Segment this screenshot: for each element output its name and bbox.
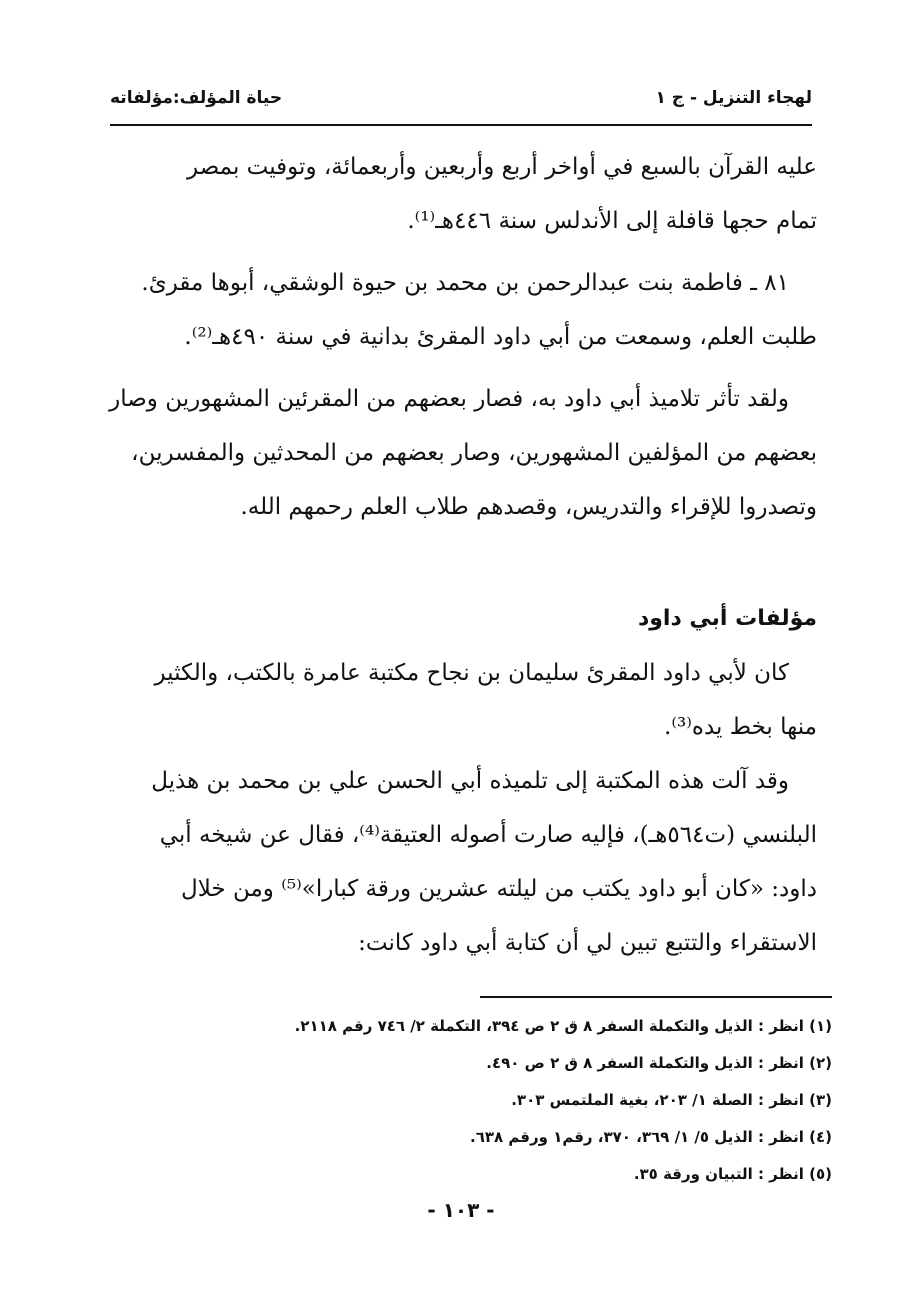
- header-book-title: لهجاء التنزيل - ج ١: [655, 88, 812, 108]
- text-line: بعضهم من المؤلفين المشهورين، وصار بعضهم من المحدثين والمفسرين،: [131, 440, 817, 466]
- text-line: الاستقراء والتتبع تبين لي أن كتابة أبي داود كانت:: [358, 930, 817, 956]
- paragraph-3: [98, 372, 817, 534]
- text-line: البلنسي (ت٥٦٤هـ)، فإليه صارت أصوله العتيقة⁽⁴⁾، فقال عن شيخه أبي: [159, 822, 817, 848]
- text-line: ٨١ ـ فاطمة بنت عبدالرحمن بن محمد بن حيوة الوشقي، أبوها مقرئ.: [141, 270, 789, 296]
- body-text: [98, 140, 817, 970]
- text-line: طلبت العلم، وسمعت من أبي داود المقرئ بدانية في سنة ٤٩٠هـ⁽²⁾.: [184, 324, 817, 350]
- paragraph-1: [98, 140, 817, 248]
- header-chapter-title: حياة المؤلف:مؤلفاته: [110, 88, 283, 108]
- text-line: داود: «كان أبو داود يكتب من ليلته عشرين ورقة كبارا»⁽⁵⁾ ومن خلال: [181, 876, 817, 902]
- running-header: [110, 80, 812, 116]
- text-line: عليه القرآن بالسبع في أواخر أربع وأربعين وأربعمائة، وتوفيت بمصر: [187, 154, 817, 180]
- text-line: كان لأبي داود المقرئ سليمان بن نجاح مكتبة عامرة بالكتب، والكثير: [154, 660, 789, 686]
- header-rule: [110, 124, 812, 126]
- paragraph-5: [98, 754, 817, 970]
- footnote-3: (٣) انظر : الصلة ١/ ٢٠٣، بغية الملتمس ٣٠٣.: [511, 1091, 832, 1109]
- footnote-2: (٢) انظر : الذيل والتكملة السفر ٨ ق ٢ ص ٤٩٠.: [486, 1054, 832, 1072]
- text-line: وتصدروا للإقراء والتدريس، وقصدهم طلاب العلم رحمهم الله.: [240, 494, 817, 520]
- text-line: منها بخط يده⁽³⁾.: [664, 714, 817, 740]
- paragraph-4: [98, 646, 817, 754]
- footnote-rule: [480, 996, 832, 998]
- text-line: ولقد تأثر تلاميذ أبي داود به، فصار بعضهم من المقرئين المشهورين وصار: [109, 386, 789, 412]
- text-line: وقد آلت هذه المكتبة إلى تلميذه أبي الحسن علي بن محمد بن هذيل: [151, 768, 789, 794]
- footnotes: [200, 1008, 832, 1193]
- page-number: - ١٠٣ -: [427, 1198, 495, 1222]
- section-heading: مؤلفات أبي داود: [637, 606, 817, 631]
- footnote-1: (١) انظر : الذيل والتكملة السفر ٨ ق ٢ ص ٣٩٤، التكملة ٢/ ٧٤٦ رقم ٢١١٨.: [294, 1017, 832, 1035]
- footnote-4: (٤) انظر : الذيل ٥/ ١/ ٣٦٩، ٣٧٠، رقم١ ورقم ٦٣٨.: [470, 1128, 832, 1146]
- paragraph-2: [98, 256, 817, 364]
- text-line: تمام حجها قافلة إلى الأندلس سنة ٤٤٦هـ⁽¹⁾.: [407, 208, 817, 234]
- footnote-5: (٥) انظر : التبيان ورقة ٣٥.: [633, 1165, 832, 1183]
